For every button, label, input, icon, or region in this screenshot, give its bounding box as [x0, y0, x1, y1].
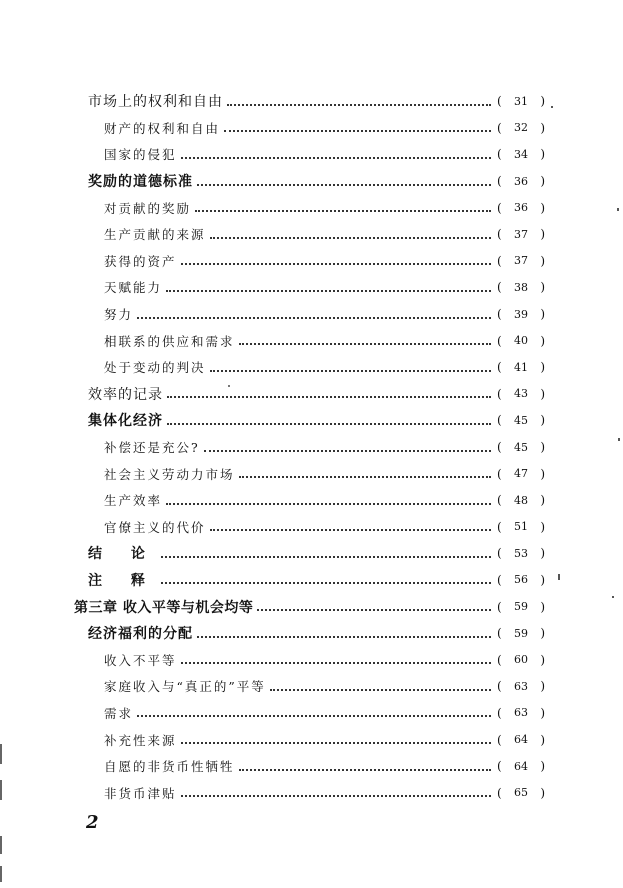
toc-entry-title: 家庭收入与“真正的”平等: [104, 679, 266, 695]
toc-entry-title: 社会主义劳动力市场: [104, 466, 235, 482]
toc-entry-page: ( 37 ): [497, 253, 545, 268]
toc-entry-page: ( 63 ): [497, 705, 545, 720]
toc-entry-page: ( 36 ): [497, 200, 545, 215]
toc-entry-title: 国家的侵犯: [104, 147, 177, 163]
toc-entry-page: ( 31 ): [497, 94, 545, 109]
toc-entry-page: ( 64 ): [497, 759, 545, 774]
toc-entry-title: 相联系的供应和需求: [104, 333, 235, 349]
toc-entry-page: ( 45 ): [497, 440, 545, 455]
toc-entry-title: 对贡献的奖励: [104, 200, 192, 216]
toc-entry-page: ( 40 ): [497, 333, 545, 348]
toc-entry-page: ( 53 ): [497, 546, 545, 561]
toc-entry-title: 努力: [104, 307, 134, 323]
toc-entry-page: ( 48 ): [497, 493, 545, 508]
toc-entry-title: 自愿的非货币性牺牲: [104, 759, 235, 775]
toc-entry-title: 处于变动的判决: [104, 360, 206, 376]
toc-entry-page: ( 47 ): [497, 466, 545, 481]
toc-entry-page: ( 38 ): [497, 280, 545, 295]
toc-entry-page: ( 34 ): [497, 147, 545, 162]
page-number-footer: 2: [86, 812, 99, 833]
toc-entry-title: 财产的权利和自由: [104, 120, 221, 136]
toc-entry-title: 市场上的权利和自由: [88, 94, 223, 111]
toc-entry-title: 生产效率: [104, 493, 163, 509]
toc-entry-title: 生产贡献的来源: [104, 227, 206, 243]
toc-entry-title: 获得的资产: [104, 253, 177, 269]
toc-entry-page: ( 60 ): [497, 652, 545, 667]
toc-entry-page: ( 32 ): [497, 120, 545, 135]
toc-entry-page: ( 56 ): [497, 572, 545, 587]
toc-entry-title: 补偿还是充公?: [104, 440, 200, 456]
toc-entry-page: ( 45 ): [497, 413, 545, 428]
toc-entry-title: 非货币津贴: [104, 785, 177, 801]
toc-entry-page: ( 37 ): [497, 227, 545, 242]
toc-entry-page: ( 43 ): [497, 386, 545, 401]
toc-entry-page: ( 51 ): [497, 519, 545, 534]
toc-entry-page: ( 59 ): [497, 599, 545, 614]
toc-entry-title: 补充性来源: [104, 732, 177, 748]
toc-entry-page: ( 39 ): [497, 307, 545, 322]
toc-entry-title: 第三章 收入平等与机会均等: [74, 599, 254, 616]
toc-entry-page: ( 59 ): [497, 626, 545, 641]
toc-entry-title: 注 释: [88, 572, 157, 589]
toc-entry-page: ( 36 ): [497, 174, 545, 189]
toc-entry-title: 集体化经济: [88, 413, 163, 430]
toc-entry-title: 收入不平等: [104, 652, 177, 668]
toc-entry-title: 效率的记录: [88, 386, 163, 403]
toc-entry-page: ( 64 ): [497, 732, 545, 747]
toc-entry-title: 官僚主义的代价: [104, 519, 206, 535]
toc-entry-page: ( 63 ): [497, 679, 545, 694]
toc-entry-page: ( 65 ): [497, 785, 545, 800]
toc-entry-title: 天赋能力: [104, 280, 163, 296]
toc-entry-page: ( 41 ): [497, 360, 545, 375]
toc-entry-title: 奖励的道德标准: [88, 174, 193, 191]
toc-entry-title: 需求: [104, 705, 134, 721]
toc-entry-title: 结 论: [88, 546, 157, 563]
toc-entry-title: 经济福利的分配: [88, 626, 193, 643]
